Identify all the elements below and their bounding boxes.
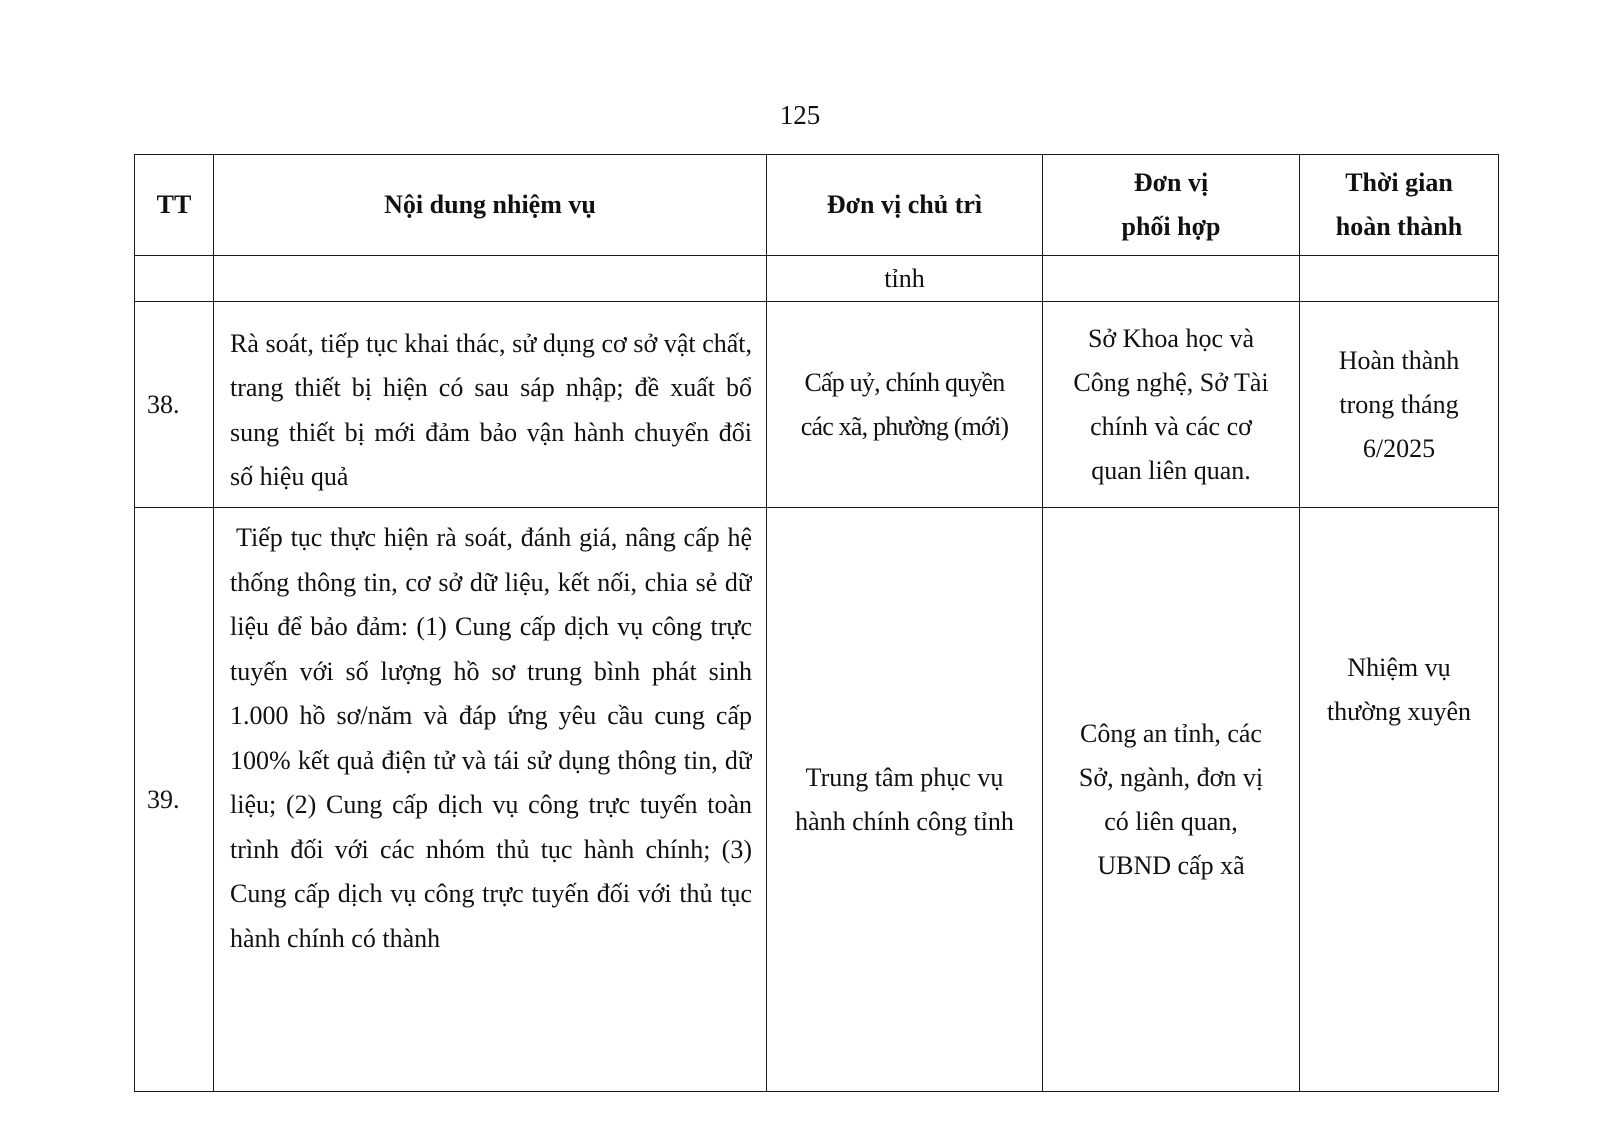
cell-lead: tỉnh — [767, 256, 1043, 302]
cell-content — [214, 508, 767, 1092]
coord-line: Sở Khoa học và — [1087, 323, 1255, 353]
header-completion-time — [1300, 155, 1499, 256]
cell-time — [1300, 256, 1499, 302]
lead-line: hành chính công tỉnh — [795, 806, 1014, 836]
cell-content: Rà soát, tiếp tục khai thác, sử dụng cơ sở vật chất, trang thiết bị hiện có sau sáp nhập; đề xuất bổ sung thiết bị mới đảm bảo vận hành chuyển đổi số hiệu quả — [214, 302, 767, 508]
coord-line: quan liên quan. — [1091, 455, 1251, 485]
header-coord-line1: Đơn vị — [1133, 168, 1209, 197]
time-line: trong tháng — [1339, 389, 1459, 419]
coord-line: có liên quan, — [1104, 806, 1238, 836]
cell-lead — [767, 508, 1043, 1092]
coord-line: UBND cấp xã — [1097, 850, 1245, 880]
cell-tt — [135, 256, 214, 302]
table-row-continuation — [135, 256, 1499, 302]
header-content: Nội dung nhiệm vụ — [214, 155, 767, 256]
cell-lead — [767, 302, 1043, 508]
header-coordinating-unit — [1043, 155, 1300, 256]
cell-coord — [1043, 302, 1300, 508]
header-tt: TT — [135, 155, 214, 256]
cell-coord — [1043, 256, 1300, 302]
coord-line: Công nghệ, Sở Tài — [1073, 367, 1269, 397]
coord-line: chính và các cơ — [1090, 411, 1252, 441]
time-line: thường xuyên — [1326, 697, 1472, 726]
lead-line: Cấp uỷ, chính quyền — [804, 367, 1005, 397]
lead-line: các xã, phường (mới) — [800, 411, 1009, 441]
header-lead-unit: Đơn vị chủ trì — [767, 155, 1043, 256]
time-line: Hoàn thành — [1338, 345, 1460, 375]
time-line: Nhiệm vụ — [1347, 653, 1451, 682]
time-line: 6/2025 — [1362, 433, 1436, 463]
lead-line: Trung tâm phục vụ — [805, 762, 1004, 792]
cell-tt: 38. — [135, 302, 214, 508]
coord-line: Sở, ngành, đơn vị — [1078, 762, 1264, 792]
cell-time — [1300, 508, 1499, 1092]
content-text: Tiếp tục thực hiện rà soát, đánh giá, nâng cấp hệ thống thông tin, cơ sở dữ liệu, kết nối, chia sẻ dữ liệu để bảo đảm: (1) Cung cấp dịch vụ công trực tuyến với số lượng hồ sơ trung bình phát sinh 1.000 hồ sơ/năm và đáp ứng yêu cầu cung cấp 100% kết quả điện tử và tái sử dụng thông tin, dữ liệu; (2) Cung cấp dịch vụ công trực tuyến toàn trình đối với các nhóm thủ tục hành chính; (3) Cung cấp dịch vụ công trực tuyến đối với thủ tục hành chính có thành — [230, 523, 752, 953]
table-row — [135, 302, 1499, 508]
task-table — [134, 154, 1499, 1092]
coord-line: Công an tỉnh, các — [1080, 718, 1262, 748]
header-time-line1: Thời gian — [1345, 168, 1453, 197]
table-row — [135, 508, 1499, 1092]
page-number: 125 — [779, 100, 821, 130]
cell-coord — [1043, 508, 1300, 1092]
table-header-row — [135, 155, 1499, 256]
header-time-line2: hoàn thành — [1335, 212, 1463, 241]
cell-tt: 39. — [135, 508, 214, 1092]
cell-content — [214, 256, 767, 302]
cell-time — [1300, 302, 1499, 508]
header-coord-line2: phối hợp — [1121, 212, 1221, 241]
